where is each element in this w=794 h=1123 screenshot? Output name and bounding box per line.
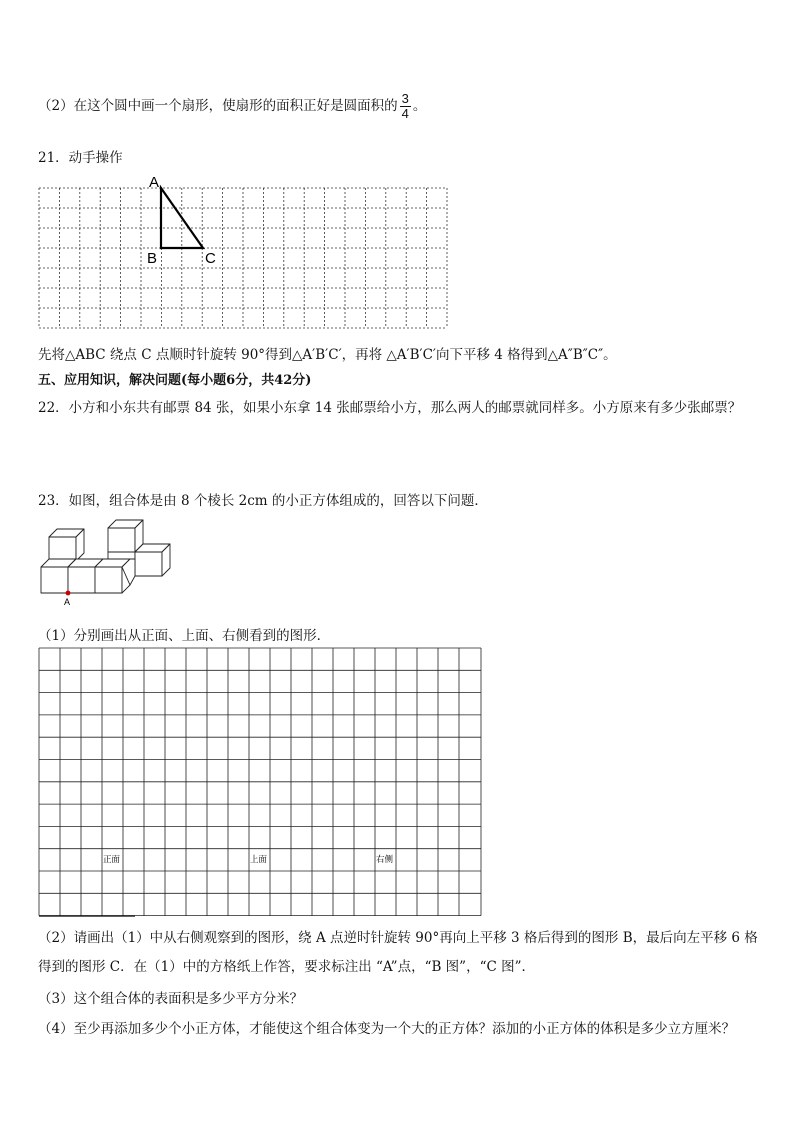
section5-heading: 五、应用知识，解决问题(每小题6分，共42分) [38,373,312,388]
triangle-abc [161,188,203,248]
q21-title: 21．动手操作 [38,150,123,166]
grid-label-right: 右侧 [376,855,394,865]
q23-part3: （3）这个组合体的表面积是多少平方分米？ [38,991,304,1007]
q23-part1: （1）分别画出从正面、上面、右侧看到的图形． [38,628,331,644]
q23-part2-line2: 得到的图形 C．在（1）中的方格纸上作答，要求标注出 “A”点，“B 图”，“C 图”． [38,959,536,975]
q21-instruction: 先将△ABC 绕点 C 点顺时针旋转 90°得到△A′B′C′，再将 △A′B′C′向下平移 4 格得到△A″B″C″。 [38,347,617,363]
cube-back-middle-top [108,520,143,552]
label-b: B [147,250,158,267]
q23-part4: （4）至少再添加多少个小正方体，才能使这个组合体变为一个大的正方体？添加的小正方体的体积是多少立方厘米？ [38,1021,736,1037]
fraction-denominator: 4 [401,106,409,121]
fraction-three-quarters [400,92,411,121]
cube-assembly-figure [30,512,210,612]
q23-part2-line1: （2）请画出（1）中从右侧观察到的图形，绕 A 点逆时针旋转 90°再向上平移 3 格后得到的图形 B，最后向左平移 6 格 [38,930,758,946]
q20-part2-end: 。 [412,98,427,114]
q20-part2 [38,92,426,121]
q20-part2-text: （2）在这个圆中画一个扇形，使扇形的面积正好是圆面积的 [38,98,398,114]
cube-front-row [41,559,135,593]
label-a: A [149,174,160,191]
grid-label-top: 上面 [250,855,268,865]
q22-text: 22．小方和小东共有邮票 84 张，如果小东拿 14 张邮票给小方，那么两人的邮票就同样多。小方原来有多少张邮票？ [38,400,742,416]
q23-intro: 23．如图，组合体是由 8 个棱长 2cm 的小正方体组成的，回答以下问题． [38,493,488,509]
q21-dotted-grid [39,188,447,328]
point-a-label: A [64,597,71,607]
label-c: C [205,250,216,267]
fraction-numerator: 3 [401,91,409,106]
cube-back-left-top [49,529,84,561]
point-a-marker [66,591,71,596]
grid-label-front: 正面 [103,855,121,865]
